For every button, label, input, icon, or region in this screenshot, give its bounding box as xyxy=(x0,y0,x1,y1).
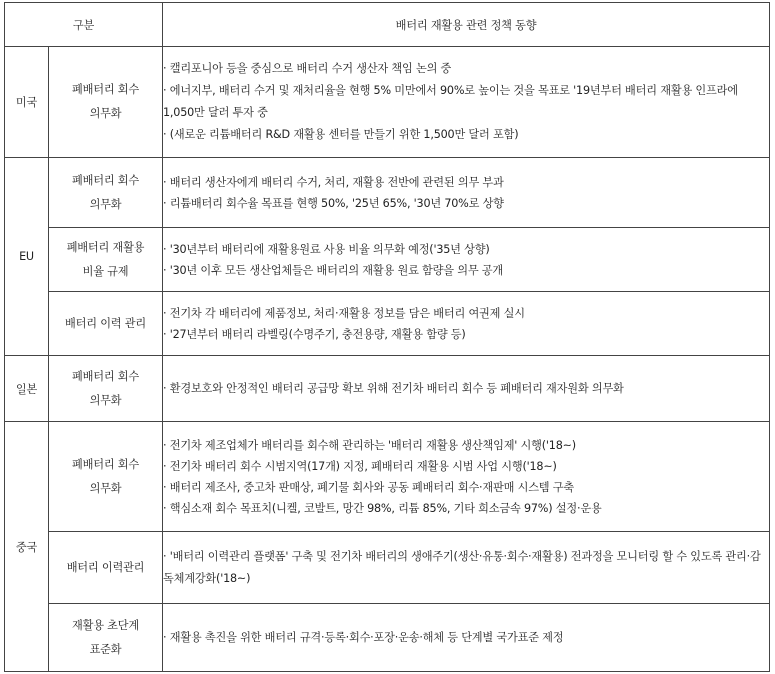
category-line: 재활용 초단계 xyxy=(72,618,139,632)
header-category: 구분 xyxy=(5,3,163,47)
table-row xyxy=(5,604,770,672)
country-cell: 일본 xyxy=(5,356,49,422)
policy-table xyxy=(4,2,770,672)
category-cell xyxy=(49,604,163,672)
list-item: · 리튬배터리 회수율 목표를 현행 50%, '25년 65%, '30년 70%로 상향 xyxy=(163,196,504,210)
category-line: 폐배터리 회수 xyxy=(72,83,139,96)
table-row xyxy=(5,532,770,604)
category-cell xyxy=(49,422,163,532)
list-item: · 배터리 생산자에게 배터리 수거, 처리, 재활용 전반에 관련된 의무 부과 xyxy=(163,175,504,189)
list-item: · 전기차 제조업체가 배터리를 회수해 관리하는 '배터리 재활용 생산책임제' 시행('18~) xyxy=(163,438,576,452)
list-item: · '27년부터 배터리 라벨링(수명주기, 충전용량, 재활용 함량 등) xyxy=(163,327,466,341)
country-cell: 미국 xyxy=(5,47,49,158)
category-line: 폐배터리 재활용 xyxy=(66,240,145,254)
description-cell xyxy=(163,356,770,422)
list-item: · 전기차 각 배터리에 제품정보, 처리·재활용 정보를 담은 배터리 여권제 실시 xyxy=(163,306,525,320)
list-item: · (새로운 리튬배터리 R&D 재활용 센터를 만들기 위한 1,500만 달러 포함) xyxy=(163,128,519,141)
category-cell xyxy=(49,356,163,422)
table-header-row xyxy=(5,3,770,47)
category-line: 의무화 xyxy=(89,393,122,407)
list-item: · '30년 이후 모든 생산업체들은 배터리의 재활용 원료 함량을 의무 공개 xyxy=(163,263,504,277)
category-line: 폐배터리 회수 xyxy=(72,369,139,383)
description-cell xyxy=(163,604,770,672)
list-item: · '배터리 이력관리 플랫폼' 구축 및 전기차 배터리의 생애주기(생산·유통·회수·재활용) 전과정을 모니터링 할 수 있도록 관리·감독체계강화('18~) xyxy=(163,549,761,585)
list-item: · '30년부터 배터리에 재활용원료 사용 비율 의무화 예정('35년 상향) xyxy=(163,242,490,256)
table-row xyxy=(5,47,770,158)
category-line: 의무화 xyxy=(89,107,122,120)
category-line: 의무화 xyxy=(89,481,122,495)
category-line: 표준화 xyxy=(89,642,122,656)
country-cell: 중국 xyxy=(5,422,49,672)
category-cell xyxy=(49,158,163,228)
category-line: 의무화 xyxy=(89,197,122,211)
category-cell xyxy=(49,47,163,158)
list-item: · 배터리 제조사, 중고차 판매상, 폐기물 회사와 공동 폐배터리 회수·재판매 시스템 구축 xyxy=(163,480,574,494)
category-cell xyxy=(49,532,163,604)
list-item: · 캘리포니아 등을 중심으로 배터리 수거 생산자 책임 논의 중 xyxy=(163,62,452,75)
table-row xyxy=(5,292,770,356)
category-line: 폐배터리 회수 xyxy=(72,457,139,471)
category-line: 비율 규제 xyxy=(82,264,129,278)
description-cell xyxy=(163,158,770,228)
header-content: 배터리 재활용 관련 정책 동향 xyxy=(163,3,770,47)
description-cell xyxy=(163,292,770,356)
list-item: · 핵심소재 회수 목표치(니켈, 코발트, 망간 98%, 리튬 85%, 기타 희소금속 97%) 설정·운용 xyxy=(163,501,602,515)
list-item: · 에너지부, 배터리 수거 및 재처리율을 현행 5% 미만에서 90%로 높이는 것을 목표로 '19년부터 배터리 재활용 인프라에 1,050만 달러 투자 중 xyxy=(163,84,738,119)
table-row xyxy=(5,158,770,228)
description-cell xyxy=(163,422,770,532)
category-cell xyxy=(49,292,163,356)
list-item: · 전기차 배터리 회수 시범지역(17개) 지정, 폐배터리 재활용 시범 사업 시행('18~) xyxy=(163,459,557,473)
table-row xyxy=(5,422,770,532)
category-cell xyxy=(49,228,163,292)
list-item: · 환경보호와 안정적인 배터리 공급망 확보 위해 전기차 배터리 회수 등 폐배터리 재자원화 의무화 xyxy=(163,382,624,395)
country-cell: EU xyxy=(5,158,49,356)
description-cell xyxy=(163,228,770,292)
category-line: 폐배터리 회수 xyxy=(72,173,139,187)
table-row xyxy=(5,228,770,292)
category-line: 배터리 이력관리 xyxy=(66,560,145,574)
list-item: · 재활용 촉진을 위한 배터리 규격·등록·회수·포장·운송·해체 등 단계별 국가표준 제정 xyxy=(163,631,564,644)
description-cell xyxy=(163,532,770,604)
table-row xyxy=(5,356,770,422)
description-cell xyxy=(163,47,770,158)
category-line: 배터리 이력 관리 xyxy=(65,316,146,330)
